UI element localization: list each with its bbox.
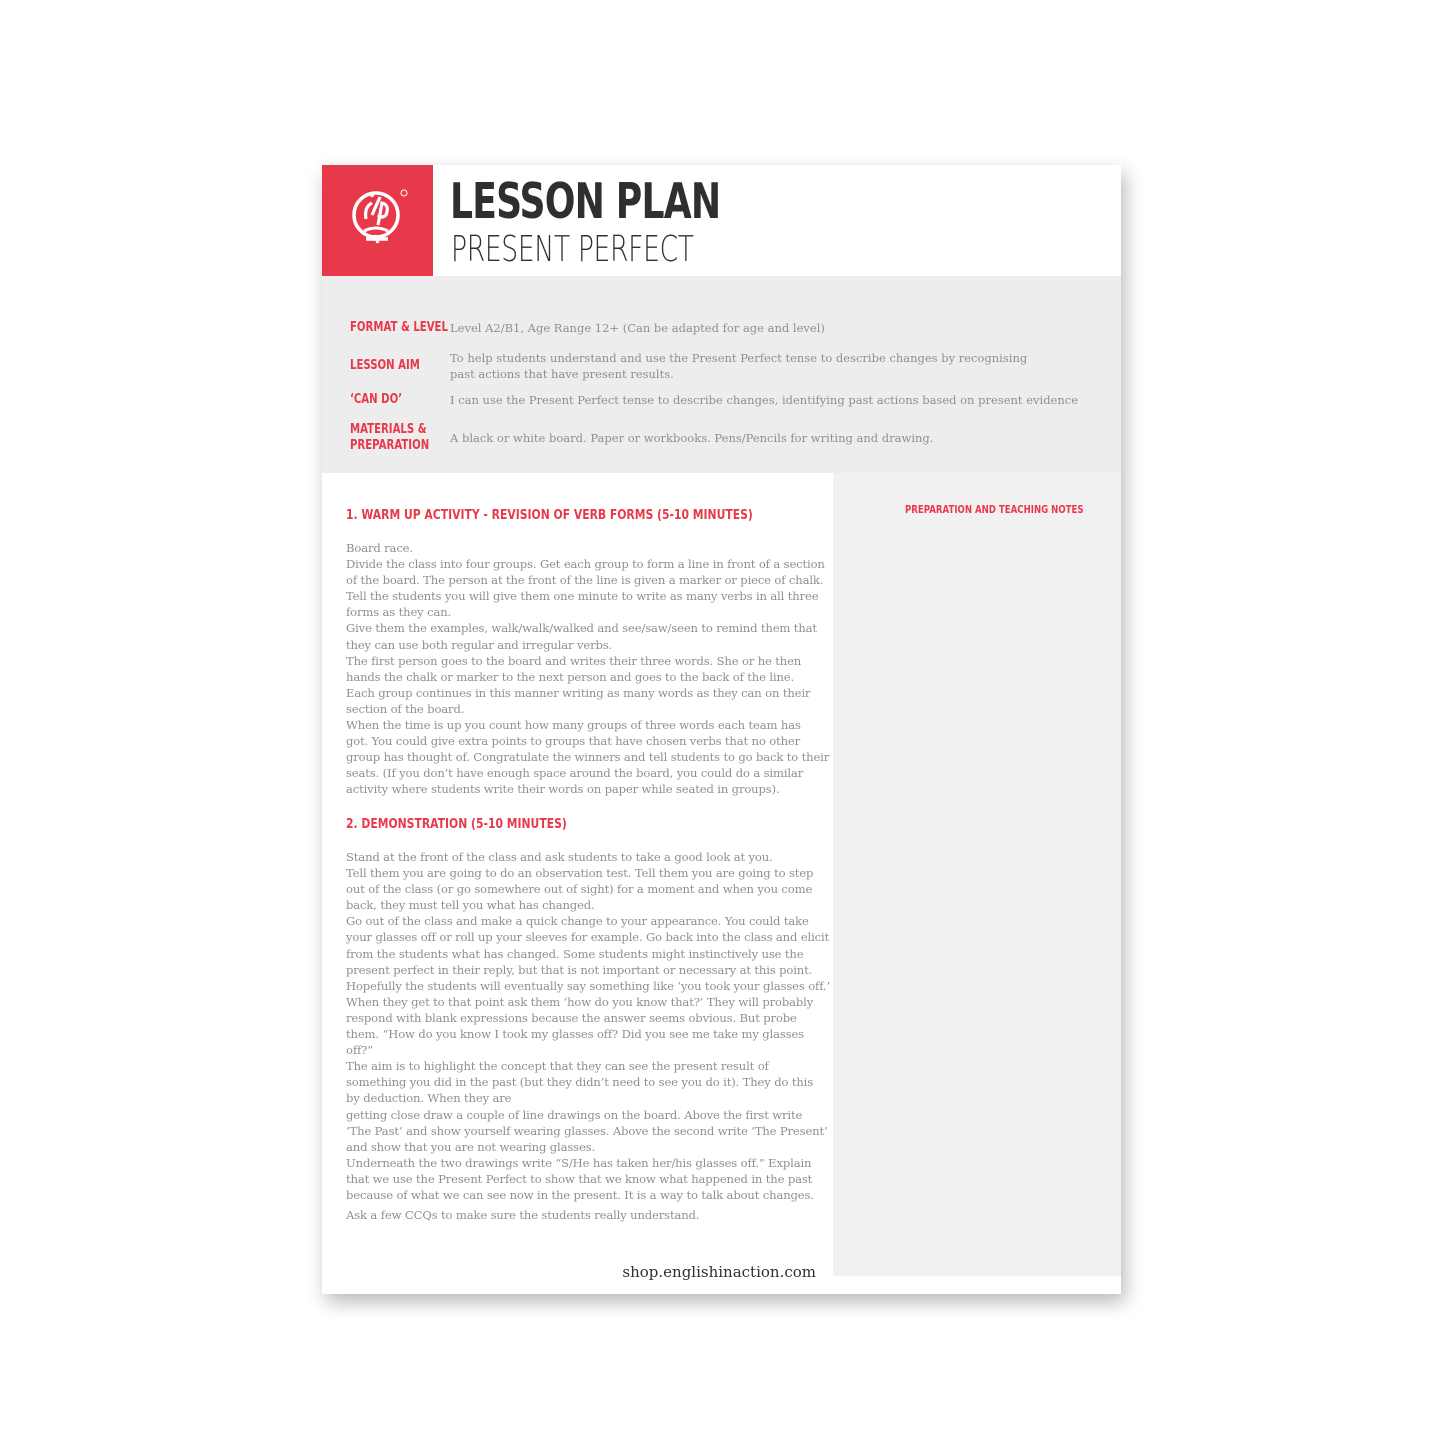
meta-value: A black or white board. Paper or workbooks. Pens/Pencils for writing and drawing. — [450, 431, 934, 445]
body-line: something you did in the past (but they didn’t need to see you do it). They do this — [346, 1075, 814, 1090]
body-line: ‘The Past’ and show yourself wearing glasses. Above the second write ‘The Present’ — [346, 1123, 828, 1138]
meta-label: LESSON AIM — [350, 358, 420, 373]
body-line: Underneath the two drawings write “S/He has taken her/his glasses off.” Explain — [346, 1155, 812, 1170]
section-title: 2. DEMONSTRATION (5-10 MINUTES) — [346, 816, 567, 832]
body-line: of the board. The person at the front of the line is given a marker or piece of chalk. — [346, 573, 824, 588]
eip-globe-logo-icon — [342, 185, 414, 257]
body-line: section of the board. — [346, 701, 465, 716]
body-line: off?” — [346, 1043, 373, 1058]
body-line: group has thought of. Congratulate the winners and tell students to go back to their — [346, 750, 830, 765]
body-line: your glasses off or roll up your sleeves for example. Go back into the class and elicit — [346, 930, 830, 945]
body-line: activity where students write their words on paper while seated in groups). — [346, 782, 780, 797]
meta-label: FORMAT & LEVEL — [350, 320, 448, 335]
body-line: Stand at the front of the class and ask students to take a good look at you. — [346, 850, 773, 864]
body-line: them. “How do you know I took my glasses off? Did you see me take my glasses — [346, 1027, 804, 1042]
body-line: Each group continues in this manner writing as many words as they can on their — [346, 685, 811, 700]
body-line: Tell them you are going to do an observation test. Tell them you are going to step — [346, 866, 814, 881]
body-line: got. You could give extra points to groups that have chosen verbs that no other — [346, 734, 800, 749]
body-line: because of what we can see now in the present. It is a way to talk about changes. — [346, 1187, 814, 1202]
body-line: Give them the examples, walk/walk/walked and see/saw/seen to remind them that — [346, 621, 817, 636]
body-line: getting close draw a couple of line drawings on the board. Above the first write — [346, 1107, 803, 1122]
section-body — [346, 849, 830, 1203]
body-line: Hopefully the students will eventually say something like ‘you took your glasses off.’ — [346, 978, 830, 993]
body-line: The first person goes to the board and writes their three words. She or he then — [346, 653, 802, 668]
logo — [322, 165, 433, 276]
body-line: from the students what has changed. Some students might instinctively use the — [346, 946, 804, 961]
meta-value: I can use the Present Perfect tense to describe changes, identifying past actions based on present evidence — [450, 393, 1079, 407]
footer-url: shop.englishinaction.com — [622, 1263, 816, 1281]
body-line: present perfect in their reply, but that is not important or necessary at this point. — [346, 962, 813, 977]
body-line: When they get to that point ask them ‘how do you know that?’ They will probably — [346, 994, 814, 1009]
meta-label: MATERIALS & — [350, 422, 427, 437]
lesson-steps-column — [322, 473, 833, 1294]
body-line: forms as they can. — [346, 605, 452, 620]
body-line: hands the chalk or marker to the next person and goes to the back of the line. — [346, 669, 795, 684]
body-line: back, they must tell you what has changed. — [346, 898, 595, 913]
meta-value: To help students understand and use the Present Perfect tense to describe changes by recognising past actions that have present results. — [450, 351, 1028, 381]
body-line: Board race. — [346, 541, 413, 555]
teaching-notes-column — [833, 473, 1121, 1276]
body-line: Tell the students you will give them one minute to write as many verbs in all three — [346, 589, 819, 604]
meta-label: ‘CAN DO’ — [350, 392, 403, 407]
body-line: Go out of the class and make a quick change to your appearance. You could take — [346, 914, 809, 929]
body-line: When the time is up you count how many groups of three words each team has — [346, 718, 801, 733]
section-title: 1. WARM UP ACTIVITY - REVISION OF VERB FORMS (5-10 MINUTES) — [346, 507, 753, 523]
page-subtitle: PRESENT PERFECT — [451, 229, 694, 270]
body-line: respond with blank expressions because the answer seems obvious. But probe — [346, 1010, 797, 1025]
lesson-info-panel — [322, 276, 1121, 473]
lesson-plan-sheet — [322, 165, 1121, 1294]
body-line: seats. (If you don’t have enough space around the board, you could do a similar — [346, 766, 804, 781]
section-body — [346, 540, 830, 798]
page-title: LESSON PLAN — [450, 173, 721, 230]
body-line: they can use both regular and irregular verbs. — [346, 637, 613, 652]
body-line: Divide the class into four groups. Get each group to form a line in front of a section — [346, 557, 825, 572]
header — [322, 165, 1121, 276]
notes-title: PREPARATION AND TEACHING NOTES — [905, 503, 1084, 516]
section-body-last-line: Ask a few CCQs to make sure the students really understand. — [346, 1208, 700, 1222]
body-line: out of the class (or go somewhere out of sight) for a moment and when you come — [346, 882, 813, 897]
body-line: The aim is to highlight the concept that they can see the present result of — [346, 1059, 769, 1074]
body-line: and show that you are not wearing glasses. — [346, 1139, 596, 1154]
body-line: that we use the Present Perfect to show that we know what happened in the past — [346, 1171, 813, 1186]
meta-value: Level A2/B1, Age Range 12+ (Can be adapted for age and level) — [450, 321, 825, 335]
body-line: by deduction. When they are — [346, 1091, 512, 1106]
meta-label: PREPARATION — [350, 438, 430, 453]
